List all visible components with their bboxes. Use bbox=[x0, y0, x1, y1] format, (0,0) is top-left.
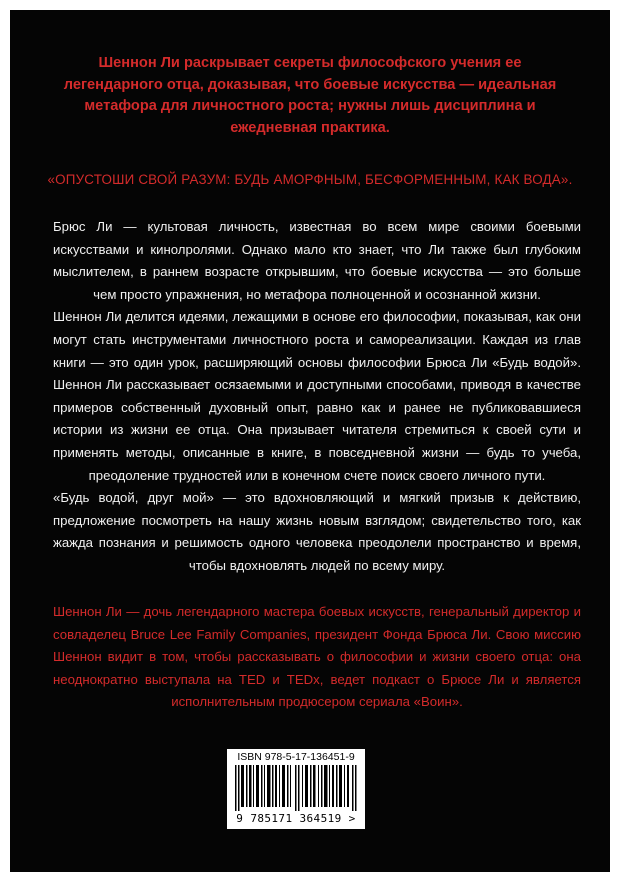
bruce-lee-quote: «ОПУСТОШИ СВОЙ РАЗУМ: БУДЬ АМОРФНЫМ, БЕСФОРМЕННЫМ, КАК ВОДА». bbox=[47, 172, 573, 187]
barcode-bars bbox=[235, 765, 359, 811]
paragraph-content: Шеннон Ли делится идеями, лежащими в основе его философии, показывая, как они могут стать инструментами личностного роста и самореализации. Каждая из глав книги — это один урок, расширяющий основы философии Брюса Ли «Будь водой». Шеннон Ли рассказывает осязаемыми и доступными способами, приводя в качестве примеров собственный духовный опыт, равно как и ранее не публиковавшиеся истории из жизни ее отца. Она призывает читателя стремиться к своей сути и применять методы, описанные в книге, в повседневной жизни — будь то учеба, преодоление трудностей или в конечном счете поиск своего личного пути. bbox=[53, 309, 581, 483]
paragraph-intro: Брюс Ли — культовая личность, известная во всем мире своими боевыми искусствами и кинолролями. Однако мало кто знает, что Ли также был глубоким мыслителем, в раннем возрасте открывшим, что боевые искусства — это больше чем просто упражнения, но метафора полноценной и осознанной жизни. bbox=[53, 219, 581, 302]
isbn-number: ISBN 978-5-17-136451-9 bbox=[237, 751, 355, 763]
isbn-barcode bbox=[227, 749, 365, 829]
paragraph-call-to-action: «Будь водой, друг мой» — это вдохновляющий и мягкий призыв к действию, предложение посмотреть на нашу жизнь новым взглядом; свидетельство того, как жажда познания и решимость одного человека преодолели пространство и время, чтобы вдохновлять людей по всему миру. bbox=[53, 490, 581, 573]
description-body bbox=[53, 216, 581, 578]
back-cover bbox=[10, 10, 610, 872]
barcode-digits: 9 785171 364519 > bbox=[236, 812, 356, 825]
author-bio: Шеннон Ли — дочь легендарного мастера боевых искусств, генеральный директор и совладелец Bruce Lee Family Companies, президент Фонда Брюса Ли. Свою миссию Шеннон видит в том, чтобы рассказывать о философии и жизни своего отца: она неоднократно выступала на TED и TEDx, ведет подкаст о Брюсе Ли и является исполнительным продюсером сериала «Воин». bbox=[53, 604, 581, 710]
blurb-text: Шеннон Ли раскрывает секреты философского учения ее легендарного отца, доказывая, что боевые искусства — идеальная метафора для личностного роста; нужны лишь дисциплина и ежедневная практика. bbox=[63, 55, 557, 136]
